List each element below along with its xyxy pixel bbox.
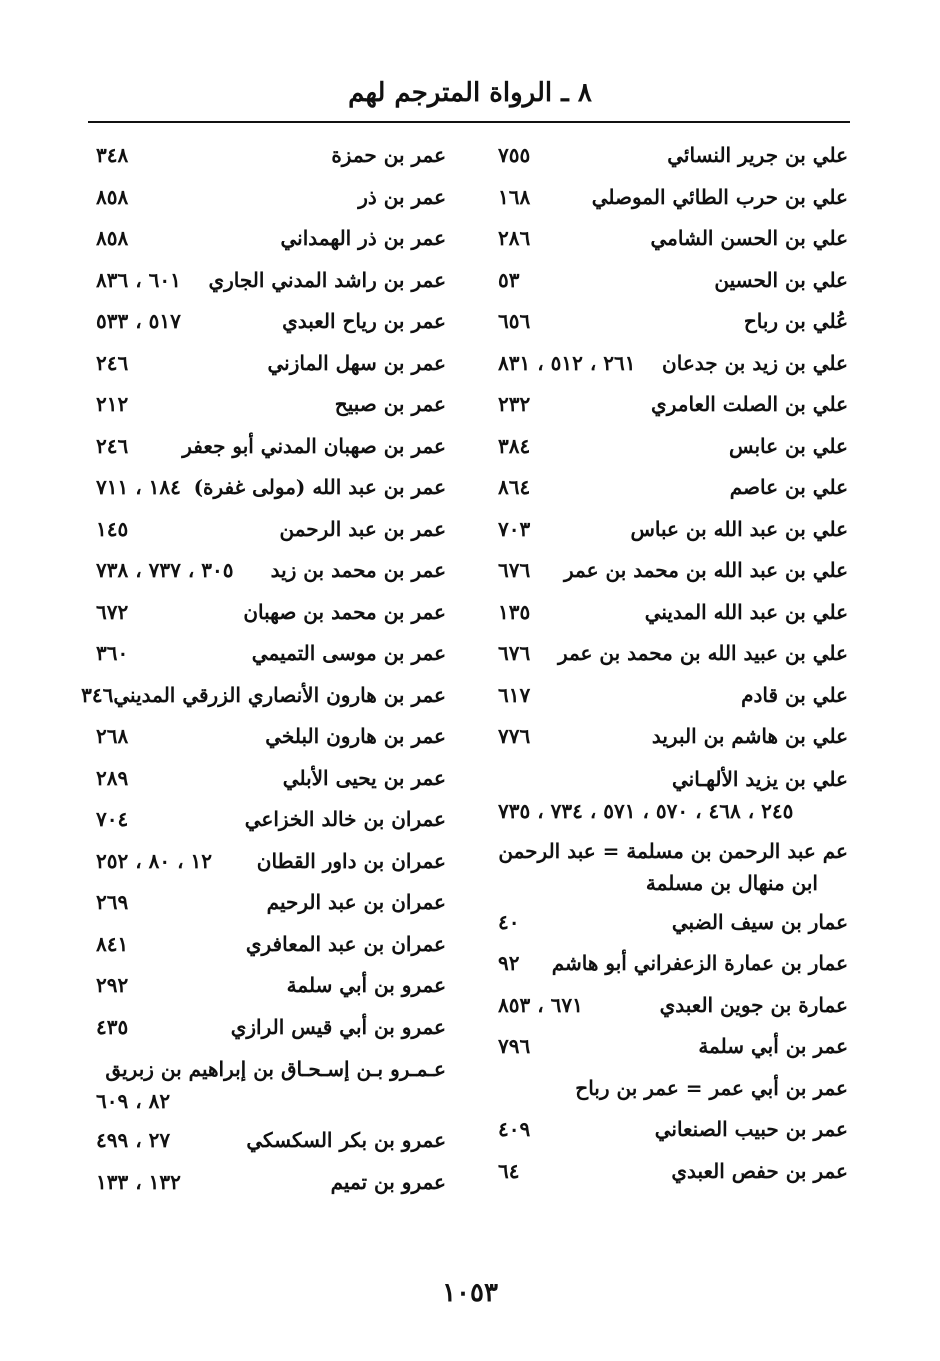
index-entry <box>498 509 848 551</box>
page-references: ٧٥٥ <box>498 143 531 167</box>
page-header: ٨ ـ الرواة المترجم لهم <box>348 78 592 108</box>
narrator-name: عمر بن أبي عمر = عمر بن رباح <box>575 1075 848 1100</box>
page-references: ١٢ ، ٨٠ ، ٢٥٢ <box>96 848 212 873</box>
page-references: ٢٨٩ <box>96 765 129 790</box>
index-entry <box>498 675 848 717</box>
index-entry <box>96 1048 446 1120</box>
narrator-name: علي بن الصلت العامري <box>651 392 848 416</box>
index-entry <box>498 260 848 302</box>
index-entry <box>498 716 848 758</box>
page-references: ٤٣٥ <box>96 1014 129 1039</box>
narrator-name: علي بن جرير النسائي <box>667 143 848 167</box>
page-references: ٦٠١ ، ٨٣٦ <box>96 267 181 292</box>
index-entry <box>498 343 848 385</box>
page-references: ١٤٥ <box>96 516 129 541</box>
page-references: ٣٨٤ <box>498 433 531 458</box>
narrator-name: عمار بن عمارة الزعفراني أبو هاشم <box>551 951 848 975</box>
index-entry <box>96 633 446 675</box>
index-entry <box>96 135 446 177</box>
index-entry <box>96 716 446 758</box>
narrator-name: عمر بن محمد بن صهبان <box>243 599 446 624</box>
narrator-name: علي بن عبد الله بن عباس <box>630 516 848 541</box>
index-entry <box>96 509 446 551</box>
narrator-name: علي بن الحسن الشامي <box>650 226 848 250</box>
narrator-name: علي بن عبد الله المديني <box>644 599 848 624</box>
narrator-name: عمر بن ذر الهمداني <box>280 226 446 250</box>
index-entry <box>96 343 446 385</box>
page-references: ١٨٤ ، ٧١١ <box>96 475 181 499</box>
index-column-right <box>498 135 848 1192</box>
index-entry <box>498 1026 848 1068</box>
page-references: ٦٤ <box>498 1158 520 1183</box>
narrator-name: علي بن قادم <box>741 682 848 707</box>
page-references: ٣٦٠ <box>96 641 129 665</box>
page-references: ٢٤٦ <box>96 433 129 458</box>
narrator-name: عمار بن سيف الضبي <box>671 909 848 934</box>
page-references: ١٦٨ <box>498 184 531 209</box>
index-entry <box>498 902 848 944</box>
narrator-name: عمر بن هارون البلخي <box>265 724 446 748</box>
index-entry <box>96 841 446 883</box>
narrator-name: علي بن زيد بن جدعان <box>662 350 848 375</box>
page-references: ٧٠٣ <box>498 516 531 541</box>
index-entry <box>498 177 848 219</box>
index-entry <box>498 135 848 177</box>
index-entry <box>96 1120 446 1162</box>
narrator-name: عمران بن عبد المعافري <box>245 931 446 956</box>
narrator-name: عـمـرو بـن إسـحـاق بن إبراهيم بن زبريق <box>105 1057 446 1081</box>
narrator-name: عمرو بن تميم <box>330 1169 446 1194</box>
page-references: ١٣٢ ، ١٣٣ <box>96 1169 181 1194</box>
page-number: ١٠٥٣ <box>442 1278 498 1308</box>
narrator-name: عمر بن حبيب الصنعاني <box>654 1117 848 1141</box>
page-references: ٣٤٨ <box>96 143 129 167</box>
narrator-name: عمر بن حفص العبدي <box>671 1158 848 1183</box>
index-entry <box>498 301 848 343</box>
index-entry <box>498 467 848 509</box>
index-entry <box>498 1068 848 1110</box>
page-references: ٨٤١ <box>96 931 129 956</box>
narrator-name: عمر بن عبد الرحمن <box>279 516 446 541</box>
narrator-name: علي بن عابس <box>728 433 848 458</box>
page-references: ٨٥٨ <box>96 226 129 250</box>
index-entry <box>498 550 848 592</box>
page-references: ٢١٢ <box>96 392 129 416</box>
index-entry <box>96 592 446 634</box>
narrator-name: عمر بن عبد الله (مولى غفرة) <box>193 475 446 499</box>
narrator-name: عمرو بن بكر السكسكي <box>246 1128 446 1152</box>
index-entry <box>81 675 446 717</box>
narrator-name: عمر بن محمد بن زيد <box>270 558 446 582</box>
index-entry <box>96 1162 446 1204</box>
narrator-name-continuation: ابن منهال بن مسلمة <box>645 870 818 895</box>
index-entry <box>96 924 446 966</box>
index-entry <box>498 426 848 468</box>
page-references: ٢٦١ ، ٥١٢ ، ٨٣١ <box>498 350 636 375</box>
narrator-name: عمر بن صبيح <box>334 392 446 416</box>
page-references: ٦١٧ <box>498 682 531 707</box>
index-entry <box>96 758 446 800</box>
index-entry <box>498 218 848 260</box>
narrator-name: علي بن الحسين <box>714 267 848 292</box>
index-entry <box>498 1151 848 1193</box>
narrator-name: علي بن حرب الطائي الموصلي <box>591 184 848 209</box>
page-references: ٨٢ ، ٦٠٩ <box>96 1089 171 1113</box>
page-references: ٨٦٤ <box>498 475 531 499</box>
page-references: ٢٤٥ ، ٤٦٨ ، ٥٧٠ ، ٥٧١ ، ٧٣٤ ، ٧٣٥ <box>498 798 794 823</box>
index-entry <box>96 550 446 592</box>
narrator-name: عمر بن يحيى الأبلي <box>282 765 446 790</box>
narrator-name: عمر بن صهبان المدني أبو جعفر <box>182 433 446 458</box>
page-references: ٣٤٦ <box>81 682 114 707</box>
index-entry <box>96 882 446 924</box>
index-entry <box>498 633 848 675</box>
page-references: ٩٢ <box>498 951 520 975</box>
narrator-name: عمر بن حمزة <box>331 143 446 167</box>
page-references: ٥١٧ ، ٥٣٣ <box>96 309 181 333</box>
narrator-name: عمر بن سهل المازني <box>267 350 446 375</box>
narrator-name: عمرو بن أبي سلمة <box>286 973 446 997</box>
page-references: ٦٧٦ <box>498 641 531 665</box>
page-references: ١٣٥ <box>498 599 531 624</box>
narrator-name: عمر بن ذر <box>358 184 446 209</box>
page-references: ٢٩٢ <box>96 973 129 997</box>
page-references: ٧٩٦ <box>498 1034 531 1058</box>
narrator-name: علي بن هاشم بن البريد <box>651 724 848 748</box>
narrator-name: علي بن يزيد الألهـاني <box>671 766 848 791</box>
narrator-name: عمر بن أبي سلمة <box>698 1034 848 1058</box>
narrator-name: عمر بن راشد المدني الجاري <box>208 267 446 292</box>
page-references: ٥٣ <box>498 267 520 292</box>
index-entry <box>96 218 446 260</box>
page-references: ٦٧١ ، ٨٥٣ <box>498 992 583 1017</box>
index-entry <box>96 384 446 426</box>
index-entry <box>498 943 848 985</box>
narrator-name: عم عبد الرحمن بن مسلمة = عبد الرحمن <box>498 838 848 863</box>
index-entry <box>96 799 446 841</box>
page-references: ٧٠٤ <box>96 807 129 831</box>
page-references: ٢٨٦ <box>498 226 531 250</box>
page-references: ٦٧٦ <box>498 558 531 582</box>
index-entry <box>498 758 848 830</box>
page-references: ٢٧ ، ٤٩٩ <box>96 1128 171 1152</box>
narrator-name: علي بن عبد الله بن محمد بن عمر <box>563 558 848 582</box>
index-entry <box>96 965 446 1007</box>
index-entry <box>498 592 848 634</box>
narrator-name: عمارة بن جوين العبدي <box>659 992 848 1017</box>
narrator-name: عمر بن موسى التميمي <box>251 641 446 665</box>
index-column-left <box>81 135 446 1203</box>
index-entry <box>498 985 848 1027</box>
narrator-name: عمران بن عبد الرحيم <box>266 890 446 914</box>
page-references: ٧٧٦ <box>498 724 531 748</box>
index-entry <box>96 177 446 219</box>
narrator-name: عمران بن داور القطان <box>256 848 446 873</box>
narrator-name: عمر بن هارون الأنصاري الزرقي المديني <box>113 682 446 707</box>
header-rule <box>88 121 850 123</box>
page-references: ٦٧٢ <box>96 599 129 624</box>
page-references: ٤٠ <box>498 909 520 934</box>
index-entry <box>96 260 446 302</box>
page-references: ٢٦٩ <box>96 890 129 914</box>
page-references: ٢٤٦ <box>96 350 129 375</box>
page-references: ٢٣٢ <box>498 392 531 416</box>
index-entry <box>96 1007 446 1049</box>
index-entry <box>498 384 848 426</box>
page-references: ٦٥٦ <box>498 309 531 333</box>
narrator-name: عمرو بن أبي قيس الرازي <box>230 1014 446 1039</box>
narrator-name: علي بن عبيد الله بن محمد بن عمر <box>557 641 848 665</box>
index-entry <box>498 830 848 902</box>
narrator-name: عُلي بن رباح <box>743 309 848 333</box>
index-entry <box>96 301 446 343</box>
index-entry <box>96 426 446 468</box>
index-entry <box>96 467 446 509</box>
narrator-name: عمر بن رياح العبدي <box>282 309 446 333</box>
page-references: ٨٥٨ <box>96 184 129 209</box>
page-references: ٤٠٩ <box>498 1117 531 1141</box>
page-references: ٣٠٥ ، ٧٣٧ ، ٧٣٨ <box>96 558 234 582</box>
narrator-name: علي بن عاصم <box>729 475 848 499</box>
index-entry <box>498 1109 848 1151</box>
page-references: ٢٦٨ <box>96 724 129 748</box>
narrator-name: عمران بن خالد الخزاعي <box>244 807 446 831</box>
